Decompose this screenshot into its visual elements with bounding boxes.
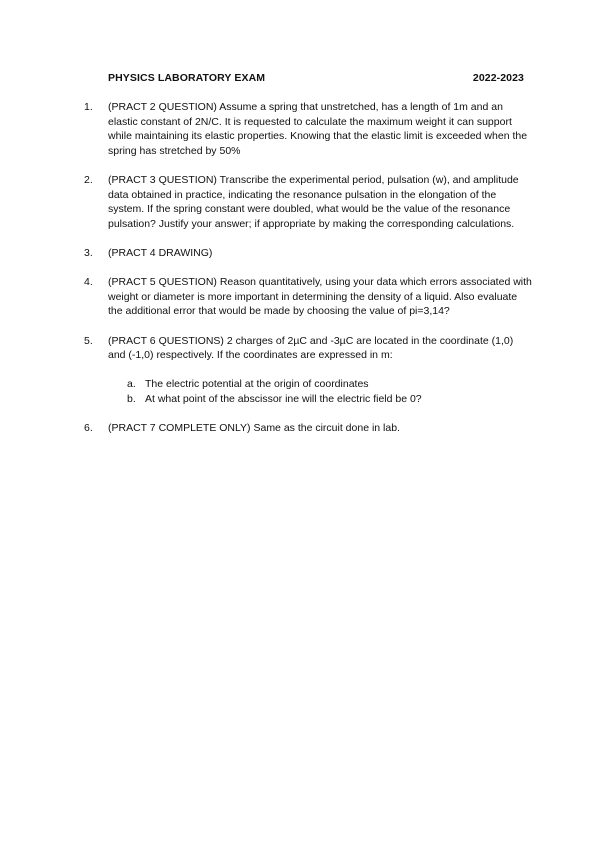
question-number: 4. xyxy=(84,276,93,289)
sub-question-list xyxy=(108,377,532,406)
question-5 xyxy=(84,334,532,407)
sub-question-letter: b. xyxy=(127,392,136,405)
sub-question-text: The electric potential at the origin of coordinates xyxy=(145,378,369,391)
question-text: (PRACT 6 QUESTIONS) 2 charges of 2µC and -3µC are located in the coordinate (1,0) and (-1,0) respectively. If the coordinates are expressed in m: xyxy=(108,334,514,362)
exam-year: 2022-2023 xyxy=(472,72,524,84)
exam-header xyxy=(108,72,524,84)
question-text: (PRACT 7 COMPLETE ONLY) Same as the circuit done in lab. xyxy=(108,422,400,435)
question-number: 5. xyxy=(84,334,93,347)
exam-title: PHYSICS LABORATORY EXAM xyxy=(108,72,266,84)
sub-question-b xyxy=(108,392,532,407)
question-4 xyxy=(84,275,532,319)
question-number: 2. xyxy=(84,173,93,186)
question-2 xyxy=(84,173,532,231)
question-list xyxy=(84,100,532,450)
question-6 xyxy=(84,421,532,436)
question-text: (PRACT 2 QUESTION) Assume a spring that unstretched, has a length of 1m and an elastic constant of 2N/C. It is requested to calculate the maximum weight it can support while maintaining its elastic properties. Knowing that the elastic limit is exceeded when the spring has stretched by 50% xyxy=(108,101,528,157)
question-text: (PRACT 5 QUESTION) Reason quantitatively, using your data which errors associated with weight or diameter is more important in determining the density of a liquid. Also evaluate the additional error that would be made by choosing the value of pi=3,14? xyxy=(108,276,532,318)
sub-question-letter: a. xyxy=(127,378,136,391)
question-1 xyxy=(84,100,532,158)
question-text: (PRACT 4 DRAWING) xyxy=(108,246,213,259)
question-3 xyxy=(84,246,532,261)
question-number: 3. xyxy=(84,246,93,259)
sub-question-a xyxy=(108,377,532,392)
question-number: 1. xyxy=(84,101,93,113)
sub-question-text: At what point of the abscissor ine will the electric field be 0? xyxy=(145,392,422,405)
question-number: 6. xyxy=(84,422,93,435)
question-text: (PRACT 3 QUESTION) Transcribe the experimental period, pulsation (w), and amplitude data obtained in practice, indicating the resonance pulsation in the elongation of the system. If the spring constant were doubled, what would be the value of the resonance pulsation? Justify your answer; if appropriate by making the corresponding calculations. xyxy=(108,173,519,230)
